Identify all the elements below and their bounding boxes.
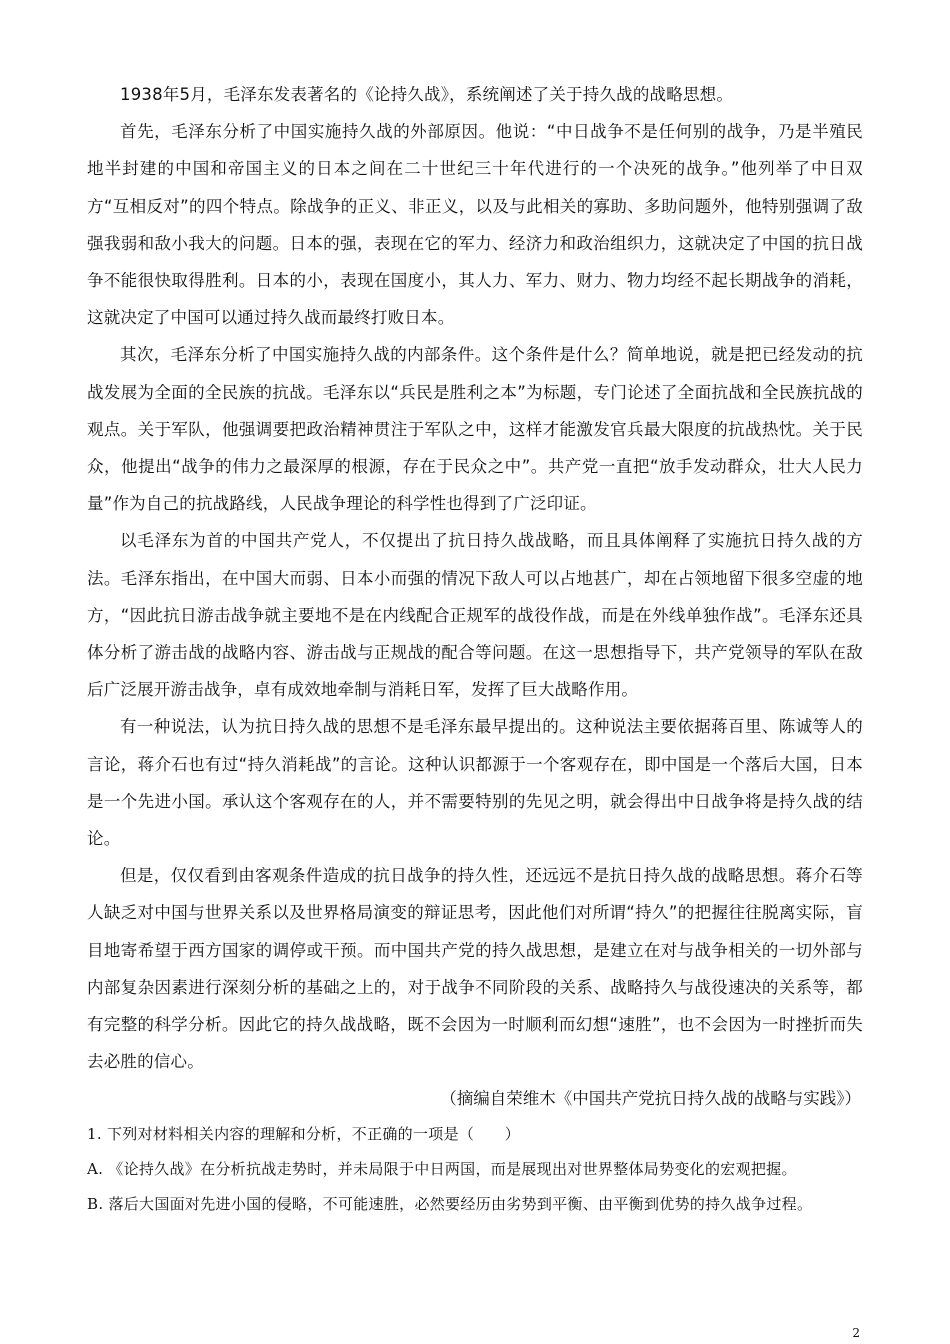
option-a: A. 《论持久战》在分析抗战走势时，并未局限于中日两国，而是展现出对世界整体局势变化的宏观把握。: [87, 1160, 797, 1179]
article-paragraph-5: 有一种说法，认为抗日持久战的思想不是毛泽东最早提出的。这种说法主要依据蒋百里、陈诚等人的言论，蒋介石也有过“持久消耗战”的言论。这种认识都源于一个客观存在，即中国是一个落后大国，日本是一个先进小国。承认这个客观存在的人，并不需要特别的先见之明，就会得出中日战争将是持久战的结论。: [87, 717, 863, 849]
page-number: 2: [852, 1326, 860, 1340]
question-stem: 1. 下列对材料相关内容的理解和分析，不正确的一项是（ ）: [87, 1125, 521, 1144]
article-paragraph-6: 但是，仅仅看到由客观条件造成的抗日战争的持久性，还远远不是抗日持久战的战略思想。蒋介石等人缺乏对中国与世界关系以及世界格局演变的辩证思考，因此他们对所谓“持久”的把握往往脱离实际，盲目地寄希望于西方国家的调停或干预。而中国共产党的持久战思想，是建立在对与战争相关的一切外部与内部复杂因素进行深刻分析的基础之上的，对于战争不同阶段的关系、战略持久与战役速决的关系等，都有完整的科学分析。因此它的持久战战略，既不会因为一时顺利而幻想“速胜”，也不会因为一时挫折而失去必胜的信心。: [87, 866, 863, 1072]
document-page: [87, 76, 863, 1222]
article-paragraph-2: 首先，毛泽东分析了中国实施持久战的外部原因。他说：“中日战争不是任何别的战争，乃是半殖民地半封建的中国和帝国主义的日本之间在二十世纪三十年代进行的一个决死的战争。”他列举了中日双方“互相反对”的四个特点。除战争的正义、非正义，以及与此相关的寡助、多助问题外，他特别强调了敌强我弱和敌小我大的问题。日本的强，表现在它的军力、经济力和政治组织力，这就决定了中国的抗日战争不能很快取得胜利。日本的小，表现在国度小，其人力、军力、财力、物力均经不起长期战争的消耗，这就决定了中国可以通过持久战而最终打败日本。: [87, 122, 863, 328]
article-paragraph-4: 以毛泽东为首的中国共产党人，不仅提出了抗日持久战战略，而且具体阐释了实施抗日持久战的方法。毛泽东指出，在中国大而弱、日本小而强的情况下敌人可以占地甚广，却在占领地留下很多空虚的地方，“因此抗日游击战争就主要地不是在内线配合正规军的战役作战，而是在外线单独作战”。毛泽东还具体分析了游击战的战略内容、游击战与正规战的配合等问题。在这一思想指导下，共产党领导的军队在敌后广泛展开游击战争，卓有成效地牵制与消耗日军，发挥了巨大战略作用。: [87, 531, 863, 700]
article-paragraph-3: 其次，毛泽东分析了中国实施持久战的内部条件。这个条件是什么？简单地说，就是把已经发动的抗战发展为全面的全民族的抗战。毛泽东以“兵民是胜利之本”为标题，专门论述了全面抗战和全民族抗战的观点。关于军队，他强调要把政治精神贯注于军队之中，这样才能激发官兵最大限度的抗战热忱。关于民众，他提出“战争的伟力之最深厚的根源，存在于民众之中”。共产党一直把“放手发动群众，壮大人民力量”作为自己的抗战路线，人民战争理论的科学性也得到了广泛印证。: [87, 345, 863, 514]
option-b: B. 落后大国面对先进小国的侵略，不可能速胜，必然要经历由劣势到平衡、由平衡到优势的持久战争过程。: [87, 1195, 813, 1214]
article-paragraph-1: 1938年5月，毛泽东发表著名的《论持久战》，系统阐述了关于持久战的战略思想。: [120, 85, 734, 104]
article-source: （摘编自荣维木《中国共产党抗日持久战的战略与实践》）: [440, 1089, 861, 1109]
